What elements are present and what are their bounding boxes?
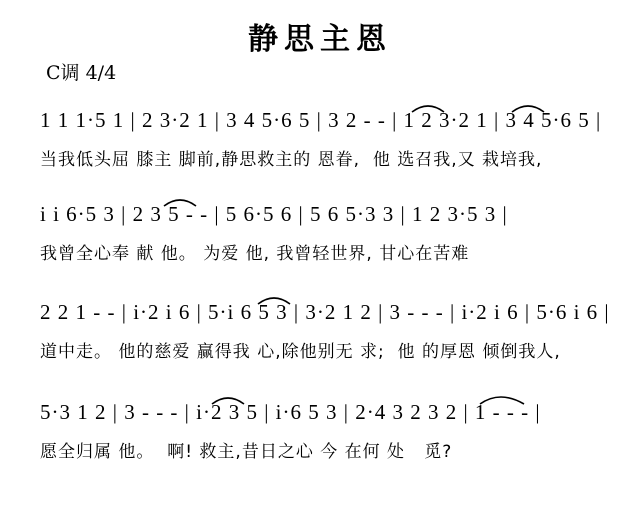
lyric-line: 当我低头屈 膝主 脚前,静思救主的 恩眷, 他 选召我,又 栽培我,	[40, 150, 543, 170]
staff-row-2	[40, 192, 620, 284]
notation-line: i i 6·5 3 | 2 3 5 - - | 5 6·5 6 | 5 6 5·3 3 | 1 2 3·5 3 |	[40, 202, 508, 226]
staff-row-4	[40, 390, 620, 482]
lyric-line: 我曾全心奉 献 他。 为爱 他, 我曾轻世界, 甘心在苦难	[40, 244, 470, 264]
staff-row-1	[40, 98, 620, 190]
notation-line: 1 1 1·5 1 | 2 3·2 1 | 3 4 5·6 5 | 3 2 - - | 1 2 3·2 1 | 3 4 5·6 5 |	[40, 108, 602, 132]
lyric-line: 愿全归属 他。 啊! 救主,昔日之心 今 在何 处 觅?	[40, 442, 453, 462]
song-title: 静思主恩	[248, 22, 392, 57]
notation-line: 5·3 1 2 | 3 - - - | i·2 3 5 | i·6 5 3 | 2·4 3 2 3 2 | 1 - - - |	[40, 400, 541, 424]
key-signature: C调 4/4	[46, 62, 117, 84]
staff-row-3	[40, 290, 620, 382]
lyric-line: 道中走。 他的慈爱 赢得我 心,除他别无 求; 他 的厚恩 倾倒我人,	[40, 342, 561, 362]
notation-line: 2 2 1 - - | i·2 i 6 | 5·i 6 5 3 | 3·2 1 2 | 3 - - - | i·2 i 6 | 5·6 i 6 |	[40, 300, 610, 324]
